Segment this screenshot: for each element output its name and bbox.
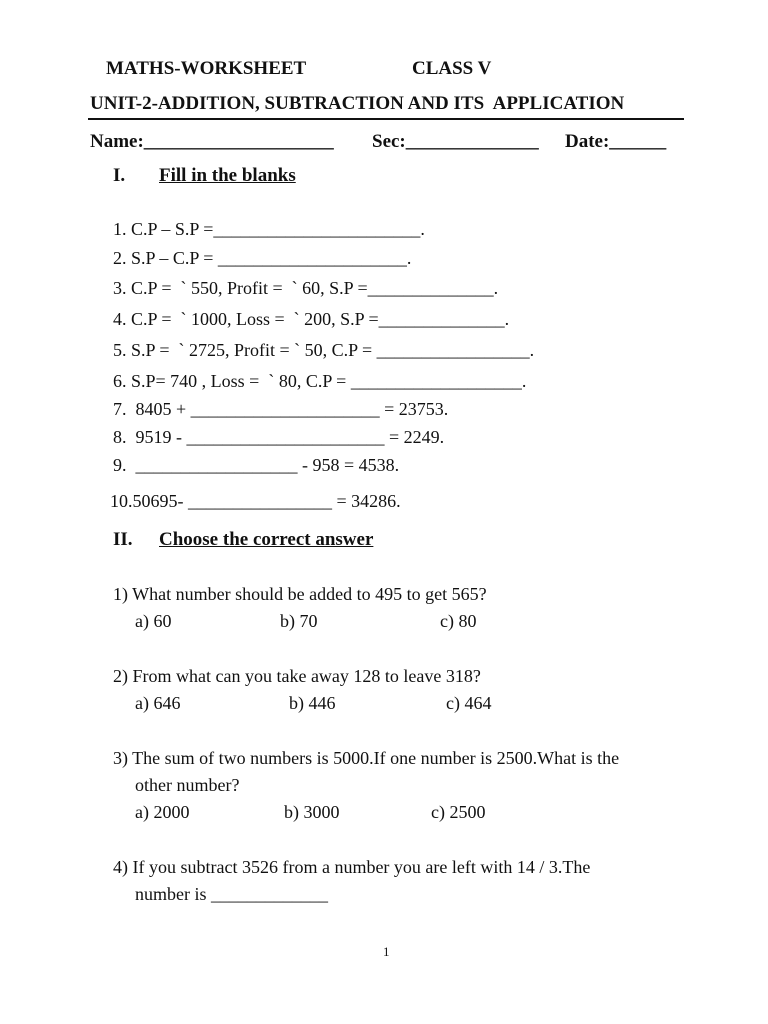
section-2-number: II. [113,529,133,550]
question-2: 2) From what can you take away 128 to leave 318? [113,666,481,686]
question-1: 1) What number should be added to 495 to get 565? [113,584,487,604]
question-3-option-a: a) 2000 [135,802,190,822]
section-1-title: Fill in the blanks [159,165,296,186]
class-label: CLASS V [412,58,492,79]
section-field: Sec:______________ [372,131,539,152]
blank-item-10: 10.50695- ________________ = 34286. [110,491,401,511]
blank-item-9: 9. __________________ - 958 = 4538. [113,455,400,475]
blank-item-3: 3. C.P = ` 550, Profit = ` 60, S.P =______________. [113,278,499,298]
question-1-option-a: a) 60 [135,611,172,631]
date-field: Date:______ [565,131,667,152]
question-2-option-a: a) 646 [135,693,181,713]
blank-item-8: 8. 9519 - ______________________ = 2249. [113,427,445,447]
blank-item-5: 5. S.P = ` 2725, Profit = ` 50, C.P = _________________. [113,340,535,360]
section-1-number: I. [113,165,126,186]
question-2-option-c: c) 464 [446,693,492,713]
question-4-continued: number is _____________ [135,884,328,904]
blank-item-2: 2. S.P – C.P = _____________________. [113,248,412,268]
section-2-title: Choose the correct answer [159,529,374,550]
unit-title: UNIT-2-ADDITION, SUBTRACTION AND ITS APPLICATION [90,93,625,114]
blank-item-7: 7. 8405 + _____________________ = 23753. [113,399,449,419]
question-3-option-b: b) 3000 [284,802,340,822]
blank-item-4: 4. C.P = ` 1000, Loss = ` 200, S.P =______________. [113,309,510,329]
question-2-option-b: b) 446 [289,693,336,713]
question-3-option-c: c) 2500 [431,802,486,822]
blank-item-6: 6. S.P= 740 , Loss = ` 80, C.P = ___________________. [113,371,527,391]
question-3: 3) The sum of two numbers is 5000.If one number is 2500.What is the [113,748,620,768]
worksheet-title: MATHS-WORKSHEET [106,58,307,79]
name-field: Name:____________________ [90,131,334,152]
page-number: 1 [383,944,390,959]
question-1-option-c: c) 80 [440,611,477,631]
blank-item-1: 1. C.P – S.P =_______________________. [113,219,425,239]
question-3-continued: other number? [135,775,240,795]
header-underline [88,118,684,120]
question-1-option-b: b) 70 [280,611,318,631]
question-4: 4) If you subtract 3526 from a number you are left with 14 / 3.The [113,857,591,877]
